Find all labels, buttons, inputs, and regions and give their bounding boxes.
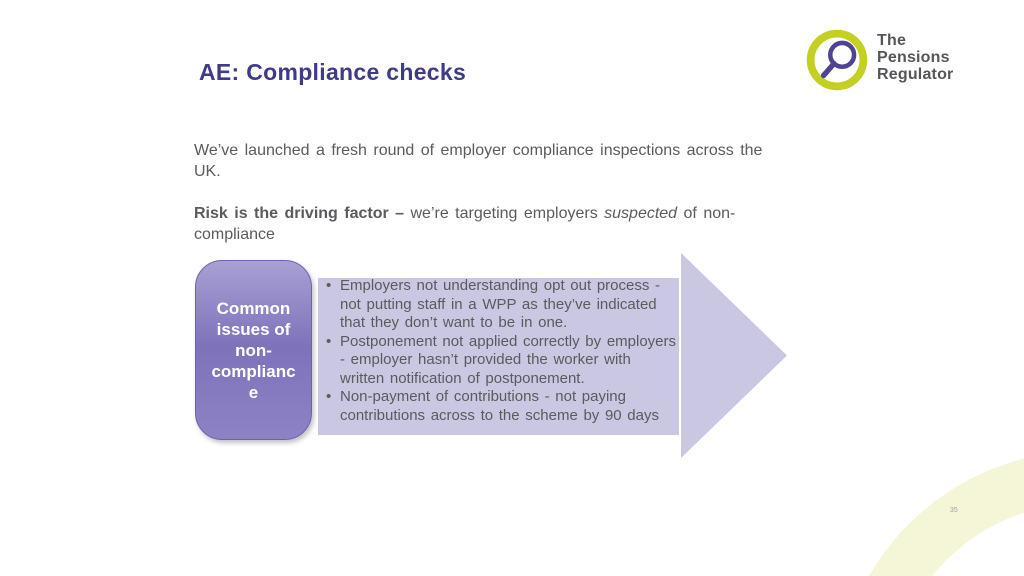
common-issues-label: Common issues of non- complianc e: [211, 298, 296, 402]
pensions-regulator-logo: [806, 29, 953, 91]
intro-paragraph: We’ve launched a fresh round of employer compliance inspections across the UK.: [194, 142, 763, 180]
logo-ring: [811, 34, 864, 87]
arrow-head: [681, 253, 787, 458]
magnifier-icon: [806, 29, 868, 91]
page-number: 35: [950, 507, 958, 514]
issues-bullet-list: • Employers not understanding opt out process - not putting staff in a WPP as they’ve indicated that they don’t want to be in one. • Postponement not applied correctly by employers - employer hasn’t provided the worker with written notification of postponement. • Non-payment of contributions - not paying contributions across to the scheme by 90 days: [325, 277, 677, 425]
logo-wordmark: The Pensions Regulator: [877, 32, 954, 83]
common-issues-box: [195, 260, 312, 440]
risk-paragraph: Risk is the driving factor – we’re targeting employers suspected of non- compliance: [194, 205, 736, 243]
slide-title: AE: Compliance checks: [199, 59, 467, 85]
